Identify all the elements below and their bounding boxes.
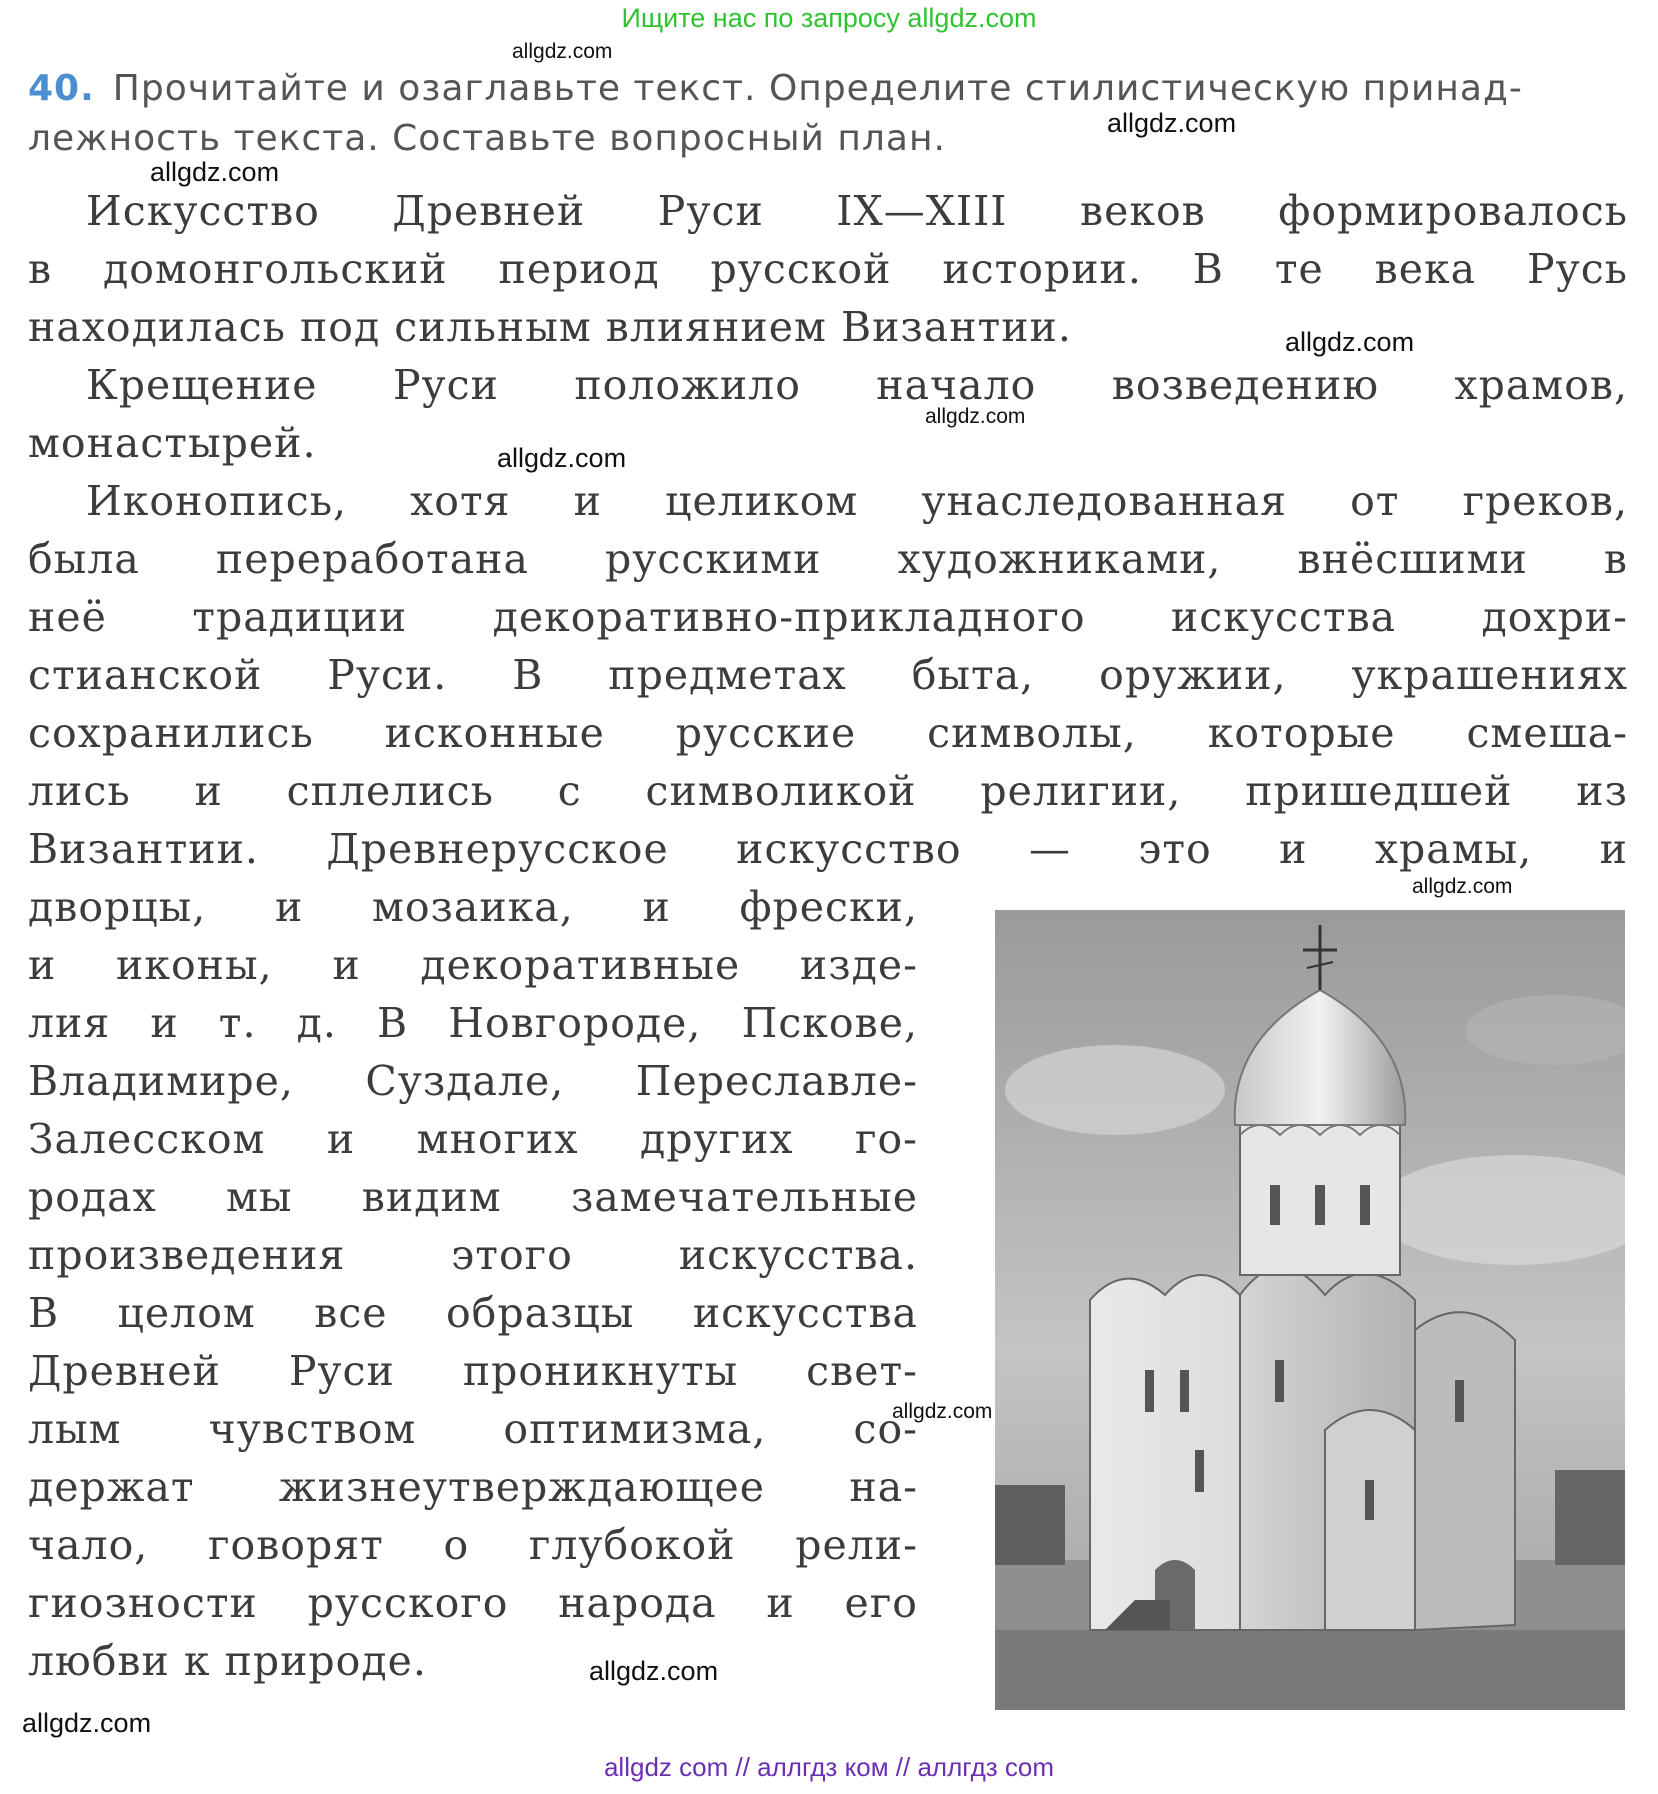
text-line: гиозности русского народа и его	[28, 1579, 918, 1627]
text-line: стианской Руси. В предметах быта, оружии, украшениях	[28, 651, 1628, 699]
text-line: лись и сплелись с символикой религии, пришедшей из	[28, 767, 1628, 815]
top-watermark: Ищите нас по запросу allgdz.com	[621, 3, 1037, 33]
text-line: Византии. Древнерусское искусство — это и храмы, и	[28, 825, 1628, 873]
text-line: держат жизнеутверждающее на-	[28, 1463, 918, 1511]
text-line: Древней Руси проникнуты свет-	[28, 1347, 918, 1395]
text-line: в домонгольский период русской истории. В те века Русь	[28, 245, 1628, 293]
text-line: лым чувством оптимизма, со-	[28, 1405, 918, 1453]
site-watermark: allgdz.com	[1285, 327, 1415, 357]
site-watermark: allgdz.com	[1412, 875, 1513, 898]
bottom-watermark: allgdz com // аллгдз ком // аллгдз com	[603, 1752, 1055, 1782]
text-line: произведения этого искусства.	[28, 1231, 918, 1279]
task-instruction-line1: Прочитайте и озаглавьте текст. Определите стилистическую принад-	[112, 68, 1523, 109]
text-line: Крещение Руси положило начало возведению храмов,	[86, 361, 1628, 409]
text-line: Искусство Древней Руси IX—XIII веков формировалось	[86, 187, 1628, 235]
text-line: и иконы, и декоративные изде-	[28, 941, 918, 989]
site-watermark: allgdz.com	[1107, 108, 1237, 138]
text-line: находилась под сильным влиянием Византии.	[28, 303, 1072, 351]
site-watermark: allgdz.com	[22, 1708, 152, 1738]
site-watermark: allgdz.com	[925, 405, 1026, 428]
church-illustration	[995, 910, 1625, 1710]
text-line: монастырей.	[28, 419, 317, 467]
task-instruction-line2: лежность текста. Составьте вопросный план.	[28, 118, 946, 159]
site-watermark: allgdz.com	[497, 443, 627, 473]
text-line: чало, говорят о глубокой рели-	[28, 1521, 918, 1569]
site-watermark: allgdz.com	[150, 157, 280, 187]
text-line: родах мы видим замечательные	[28, 1173, 918, 1221]
text-line: Владимире, Суздале, Переславле-	[28, 1057, 918, 1105]
site-watermark: allgdz.com	[589, 1656, 719, 1686]
text-line: любви к природе.	[28, 1637, 427, 1685]
text-line: неё традиции декоративно-прикладного искусства дохри-	[28, 593, 1628, 641]
church-photo	[995, 910, 1625, 1710]
text-line: сохранились исконные русские символы, которые смеша-	[28, 709, 1628, 757]
site-watermark: allgdz.com	[892, 1400, 993, 1423]
task-number: 40.	[28, 68, 95, 109]
text-line: Иконопись, хотя и целиком унаследованная от греков,	[86, 477, 1628, 525]
text-line: была переработана русскими художниками, внёсшими в	[28, 535, 1628, 583]
text-line: дворцы, и мозаика, и фрески,	[28, 883, 918, 931]
task-instruction	[28, 64, 1628, 164]
site-watermark: allgdz.com	[512, 40, 613, 63]
text-line: Залесском и многих других го-	[28, 1115, 918, 1163]
text-line: лия и т. д. В Новгороде, Пскове,	[28, 999, 918, 1047]
text-line: В целом все образцы искусства	[28, 1289, 918, 1337]
